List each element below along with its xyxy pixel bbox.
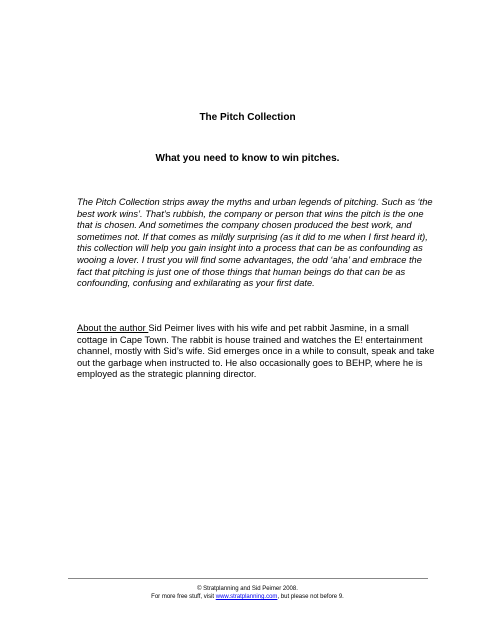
intro-paragraph: The Pitch Collection strips away the myths and urban legends of pitching. Such as ‘the best work wins’. That’s rubbish, the company or person that wins the pitch is the one that is chosen. And sometimes the company chosen produced the best work, and sometimes not. If that comes as mildly surprising (as it did to me when I first heard it), this collection will help you gain insight into a process that can be as confounding as wooing a lover. I trust you will find some advantages, the odd ‘aha’ and embrace the fact that pitching is just one of those things that human beings do that can be as confounding, confusing and exhilarating as your first date.: [77, 197, 433, 289]
footer-more-line: [0, 593, 495, 601]
author-label: About the author: [77, 323, 149, 333]
document-title: The Pitch Collection: [199, 112, 296, 123]
footer-divider: [68, 578, 428, 579]
footer-more-suffix: , but please not before 9.: [277, 594, 344, 600]
document-subtitle: What you need to know to win pitches.: [155, 153, 340, 164]
footer-copyright: © Stratplanning and Sid Peimer 2008.: [197, 586, 298, 592]
author-bio: Sid Peimer lives with his wife and pet rabbit Jasmine, in a small cottage in Cape Town. The rabbit is house trained and watches the E! entertainment channel, mostly with Sid’s wife. Sid emerges once in a while to consult, speak and take out the garbage when instructed to. He also occasionally goes to BEHP, where he is employed as the strategic planning director.: [77, 323, 435, 380]
footer-more-prefix: For more free stuff, visit: [151, 594, 216, 600]
stratplanning-link[interactable]: www.stratplanning.com: [215, 594, 278, 600]
author-paragraph: [77, 323, 439, 381]
